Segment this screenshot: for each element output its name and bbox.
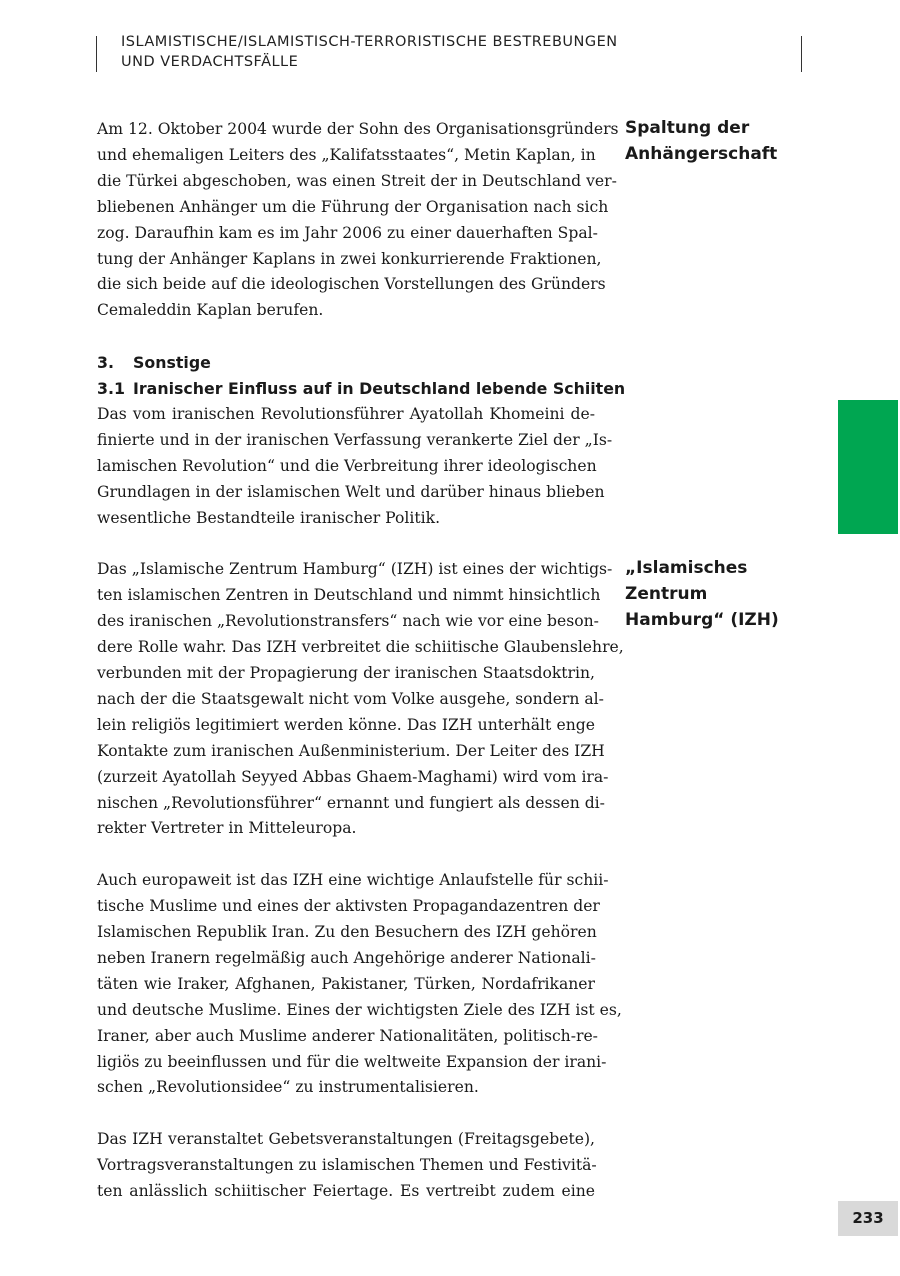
margin-note-line: Hamburg“ (IZH) — [625, 609, 779, 630]
section-heading-3 — [97, 350, 595, 376]
margin-note-line: Spaltung der — [625, 118, 750, 138]
text-line: Vortragsveranstaltungen zu islamischen Themen und Festivitä- — [97, 1156, 597, 1175]
text-line: Grundlagen in der islamischen Welt und darüber hinaus blieben — [97, 482, 605, 501]
running-header-line-2: UND VERDACHTSFÄLLE — [121, 54, 299, 70]
text-line: Das „Islamische Zentrum Hamburg“ (IZH) ist eines der wichtigs- — [97, 560, 613, 579]
text-line: des iranischen „Revolutionstransfers“ nach wie vor eine beson- — [97, 612, 599, 631]
text-line: finierte und in der iranischen Verfassung verankerte Ziel der „Is- — [97, 430, 613, 449]
margin-note-line: Anhängerschaft — [625, 143, 778, 164]
text-line: Auch europaweit ist das IZH eine wichtige Anlaufstelle für schii- — [97, 871, 609, 890]
text-line: Cemaleddin Kaplan berufen. — [97, 301, 324, 320]
section-number: 3.1 — [97, 379, 125, 399]
text-line: schen „Revolutionsidee“ zu instrumentalisieren. — [97, 1078, 479, 1097]
text-line: Das vom iranischen Revolutionsführer Ayatollah Khomeini de- — [97, 404, 595, 423]
margin-note-izh — [625, 556, 825, 634]
text-line: nach der die Staatsgewalt nicht vom Volke ausgehe, sondern al- — [97, 689, 604, 708]
paragraph-kaplan — [97, 117, 619, 324]
section-number: 3. — [97, 353, 114, 373]
text-line: täten wie Iraker, Afghanen, Pakistaner, Türken, Nordafrikaner — [97, 974, 595, 993]
page-number: 233 — [838, 1201, 898, 1236]
paragraph-izh — [97, 557, 624, 842]
section-heading-3-1 — [97, 376, 626, 402]
paragraph-iran — [97, 402, 613, 532]
text-line: Islamischen Republik Iran. Zu den Besuchern des IZH gehören — [97, 923, 597, 942]
text-line: die Türkei abgeschoben, was einen Streit der in Deutschland ver- — [97, 171, 617, 190]
text-line: Kontakte zum iranischen Außenministerium. Der Leiter des IZH — [97, 741, 605, 760]
main-text — [97, 117, 626, 1231]
running-header — [121, 32, 781, 72]
margin-note-line: Zentrum — [625, 583, 708, 604]
text-line: verbunden mit der Propagierung der iranischen Staatsdoktrin, — [97, 664, 595, 682]
section-title: Iranischer Einfluss auf in Deutschland lebende Schiiten — [133, 379, 626, 399]
text-line: dere Rolle wahr. Das IZH verbreitet die schiitische Glaubenslehre, — [97, 638, 624, 657]
text-line: ten islamischen Zentren in Deutschland und nimmt hinsichtlich — [97, 586, 601, 605]
section-title: Sonstige — [133, 353, 211, 373]
paragraph-events — [97, 1127, 595, 1205]
text-line: die sich beide auf die ideologischen Vorstellungen des Gründers — [97, 275, 606, 294]
text-line: Iraner, aber auch Muslime anderer Nationalitäten, politisch-re- — [97, 1026, 598, 1045]
chapter-tab-marker — [838, 400, 898, 534]
text-line: Das IZH veranstaltet Gebetsveranstaltungen (Freitagsgebete), — [97, 1130, 595, 1149]
text-line: wesentliche Bestandteile iranischer Politik. — [97, 508, 441, 527]
text-line: und deutsche Muslime. Eines der wichtigsten Ziele des IZH ist es, — [97, 1000, 622, 1019]
margin-note-spaltung — [625, 116, 825, 168]
text-line: zog. Daraufhin kam es im Jahr 2006 zu einer dauerhaften Spal- — [97, 223, 598, 242]
text-line: (zurzeit Ayatollah Seyyed Abbas Ghaem-Maghami) wird vom ira- — [97, 767, 609, 786]
running-header-line-1: ISLAMISTISCHE/ISLAMISTISCH-TERRORISTISCHE BESTREBUNGEN — [121, 34, 618, 50]
text-line: tische Muslime und eines der aktivsten Propagandazentren der — [97, 897, 600, 916]
header-rule-left — [96, 36, 97, 72]
text-line: neben Iranern regelmäßig auch Angehörige anderer Nationali- — [97, 948, 596, 967]
text-line: ligiös zu beeinflussen und für die weltweite Expansion der irani- — [97, 1052, 607, 1071]
text-line: Am 12. Oktober 2004 wurde der Sohn des Organisationsgründers — [97, 120, 619, 138]
paragraph-europe — [97, 868, 622, 1101]
text-line: lein religiös legitimiert werden könne. Das IZH unterhält enge — [97, 715, 595, 734]
text-line: rekter Vertreter in Mitteleuropa. — [97, 819, 357, 838]
header-rule-right — [801, 36, 802, 72]
text-line: und ehemaligen Leiters des „Kalifatsstaates“, Metin Kaplan, in — [97, 145, 596, 164]
text-line: lamischen Revolution“ und die Verbreitung ihrer ideologischen — [97, 456, 597, 475]
text-line: bliebenen Anhänger um die Führung der Organisation nach sich — [97, 197, 609, 216]
text-line: ten anlässlich schiitischer Feiertage. Es vertreibt zudem eine — [97, 1182, 595, 1201]
text-line: tung der Anhänger Kaplans in zwei konkurrierende Fraktionen, — [97, 249, 602, 268]
margin-note-line: „Islamisches — [625, 558, 748, 578]
text-line: nischen „Revolutionsführer“ ernannt und fungiert als dessen di- — [97, 793, 605, 812]
